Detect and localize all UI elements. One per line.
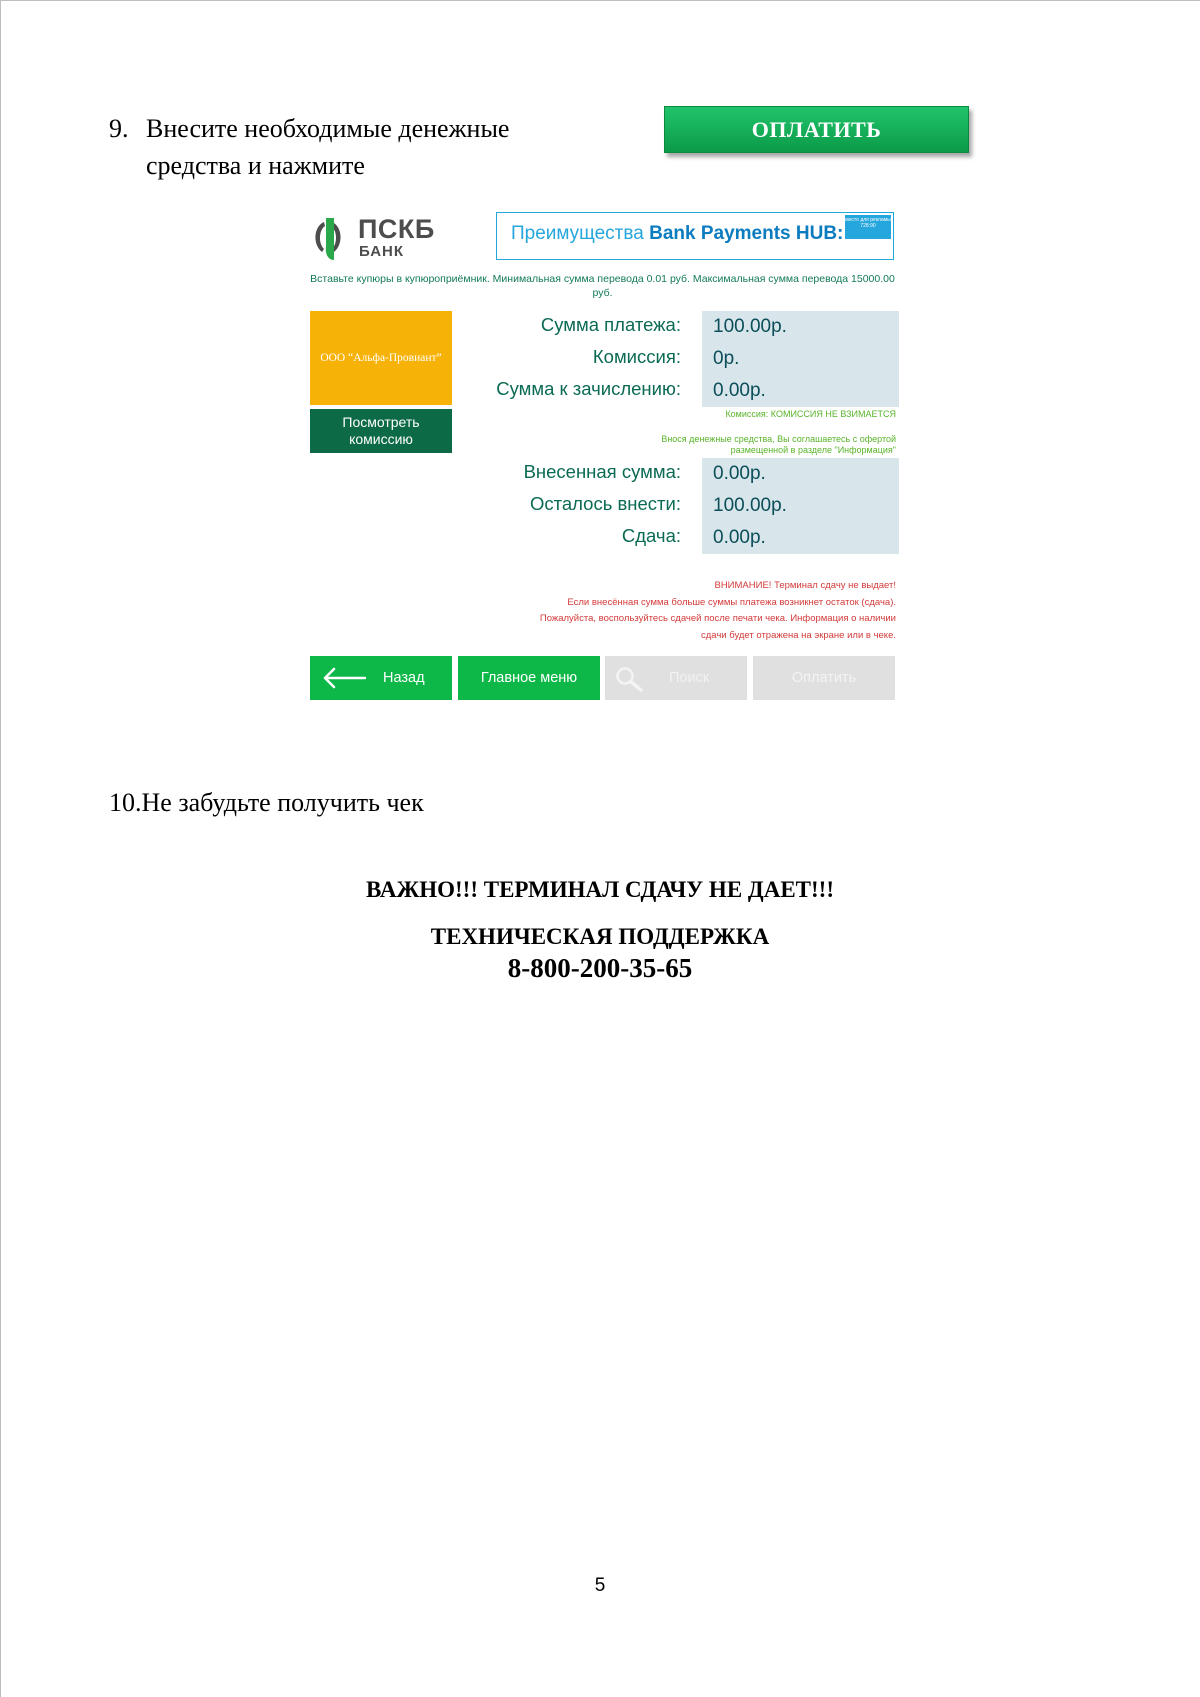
change-value: 0.00р. — [702, 522, 899, 554]
important-notice: ВАЖНО!!! ТЕРМИНАЛ СДАЧУ НЕ ДАЕТ!!! — [365, 877, 835, 902]
credit-amount-label: Сумма к зачислению: — [496, 378, 681, 399]
back-button[interactable] — [310, 656, 452, 700]
support-title: ТЕХНИЧЕСКАЯ ПОДДЕРЖКА — [430, 924, 770, 949]
remaining-value: 100.00р. — [702, 490, 899, 522]
page-border-left — [0, 0, 1, 1697]
warning-line: Пожалуйста, воспользуйтесь сдачей после печати чека. Информация о наличии — [539, 613, 896, 624]
offer-note — [661, 434, 896, 456]
payment-amount-value: 100.00р. — [702, 311, 899, 343]
back-button-label: Назад — [383, 670, 425, 686]
ad-brand: Bank Payments HUB: — [649, 223, 844, 244]
commission-label: Комиссия: — [592, 346, 681, 367]
terminal-pay-label: Оплатить — [791, 670, 857, 686]
main-menu-button[interactable] — [458, 656, 600, 700]
warning-line: ВНИМАНИЕ! Терминал сдачу не выдает! — [714, 580, 896, 591]
payment-amount-row — [456, 311, 899, 343]
remaining-row — [456, 490, 899, 522]
main-menu-label: Главное меню — [480, 670, 578, 686]
search-icon — [615, 666, 643, 692]
warning-line: сдачи будет отражена на экране или в чеке. — [700, 629, 896, 641]
terminal-pay-button[interactable] — [753, 656, 895, 700]
offer-note-line-2: размещенной в разделе "Информация" — [730, 445, 896, 455]
bank-logo — [310, 212, 440, 262]
step-9-text: Внесите необходимые денежные средства и нажмите — [146, 114, 510, 180]
offer-note-line-1: Внося денежные средства, Вы соглашаетесь с офертой — [661, 434, 896, 444]
support-phone: 8-800-200-35-65 — [507, 953, 693, 983]
pay-button-illustration: ОПЛАТИТЬ — [664, 106, 969, 153]
warning-line: Если внесённая сумма больше суммы платежа возникнет остаток (сдача). — [567, 596, 896, 608]
logo-name: ПСКБ — [358, 214, 435, 244]
payment-amount-label: Сумма платежа: — [540, 314, 681, 335]
deposited-row — [456, 458, 899, 490]
ad-banner-text — [511, 223, 843, 245]
deposited-label: Внесенная сумма: — [523, 461, 681, 482]
commission-note: Комиссия: КОМИССИЯ НЕ ВЗИМАЕТСЯ — [725, 409, 896, 419]
change-row — [456, 522, 899, 554]
credit-amount-row — [456, 375, 899, 407]
ad-placeholder-tag: место для рекламы 728:90 — [845, 215, 891, 239]
step-10: 10.Не забудьте получить чек — [109, 788, 424, 817]
pskb-logo-icon — [310, 214, 350, 264]
ad-prefix: Преимущества — [511, 223, 650, 244]
view-fees-label: Посмотреть комиссию — [342, 414, 420, 447]
view-fees-button[interactable] — [310, 409, 452, 453]
arrow-left-icon — [322, 667, 366, 689]
change-warning — [476, 578, 896, 644]
commission-row — [456, 343, 899, 375]
page-number: 5 — [594, 1575, 606, 1596]
step-9-number: 9. — [109, 114, 129, 143]
remaining-label: Осталось внести: — [529, 493, 681, 514]
deposited-value: 0.00р. — [702, 458, 899, 490]
ad-banner[interactable] — [496, 212, 894, 260]
insert-bills-note: Вставьте купюры в купюроприёмник. Минимальная сумма перевода 0.01 руб. Максимальная сумма перевода 15000.00 руб. — [310, 273, 895, 299]
provider-tile: ООО “Альфа-Провиант” — [310, 311, 452, 405]
search-button[interactable] — [605, 656, 747, 700]
commission-value: 0р. — [702, 343, 899, 375]
change-label: Сдача: — [621, 525, 681, 546]
terminal-screenshot — [306, 200, 899, 710]
search-label: Поиск — [669, 670, 710, 686]
logo-subtitle: БАНК — [359, 243, 405, 260]
page-border-top — [0, 0, 1200, 1]
credit-amount-value: 0.00р. — [702, 375, 899, 407]
